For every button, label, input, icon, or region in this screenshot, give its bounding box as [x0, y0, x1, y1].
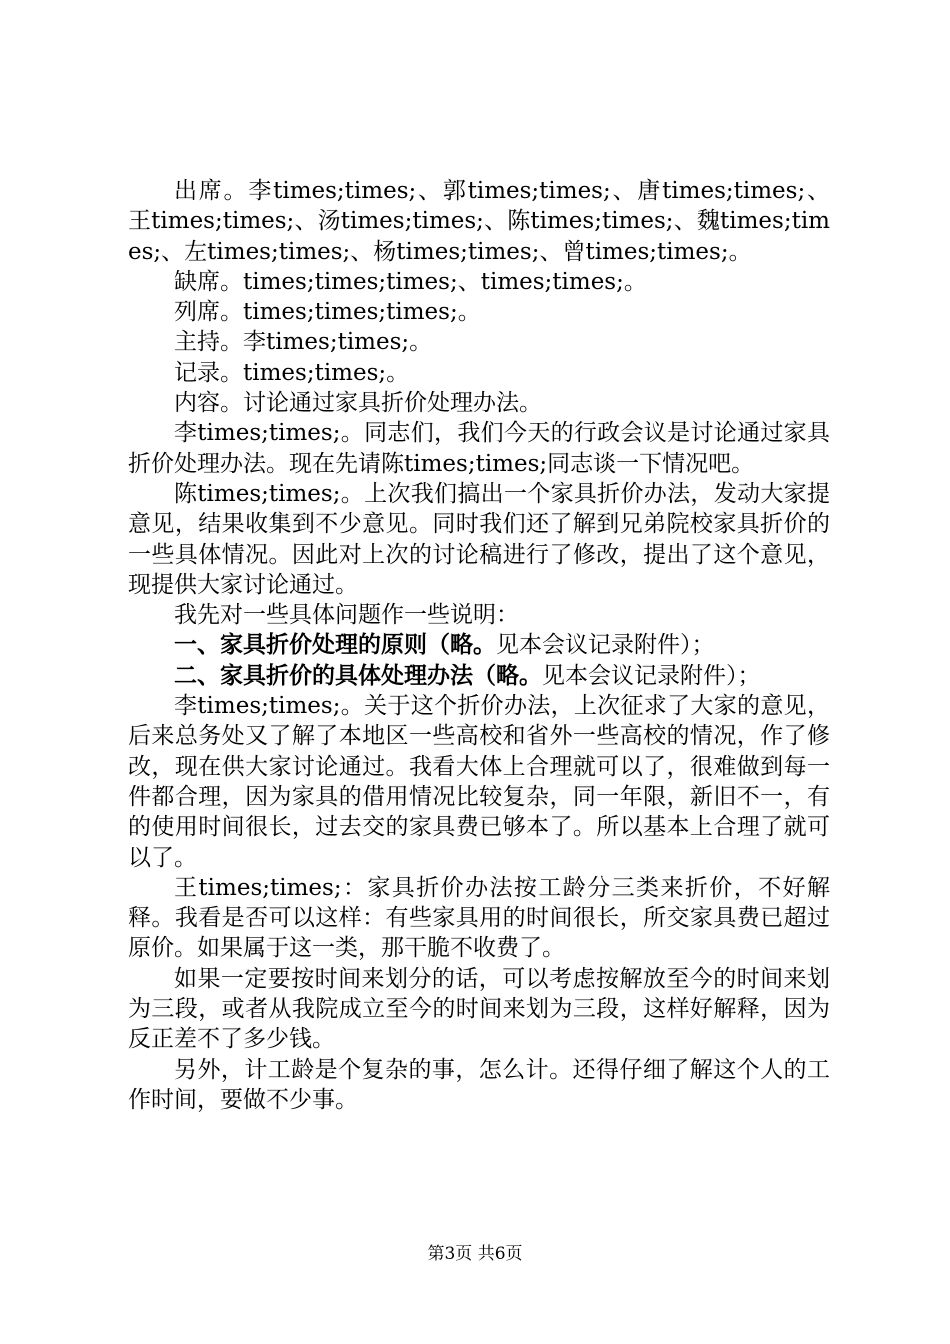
principle-1-heading: 一、家具折价处理的原则（略。: [174, 631, 496, 659]
chair-paragraph: 主持。李times;times;。: [174, 329, 433, 356]
time-division-paragraph: 如果一定要按时间来划分的话，可以考虑按解放至今的时间来划为三段，或者从我院成立至今的时间来划为三段，这样好解释，因为反正差不了多少钱。: [128, 965, 830, 1053]
principle-2-note: 见本会议记录附件）；: [542, 662, 761, 689]
chen-report-paragraph: 陈times;times;。上次我们搞出一个家具折价办法，发动大家提意见，结果收集到不少意见。同时我们还了解到兄弟院校家具折价的一些具体情况。因此对上次的讨论稿进行了修改，提出了这个意见，现提供大家讨论通过。: [128, 480, 830, 598]
observers-paragraph: 列席。times;times;times;。: [174, 299, 481, 326]
li-response-paragraph: 李times;times;。关于这个折价办法，上次征求了大家的意见，后来总务处又了解了本地区一些高校和省外一些高校的情况，作了修改，现在供大家讨论通过。我看大体上合理就可以了，很难做到每一件都合理，因为家具的借用情况比较复杂，同一年限，新旧不一，有的使用时间很长，过去交的家具费已够本了。所以基本上合理了就可以了。: [128, 693, 830, 871]
page-indicator: 第3页 共6页: [427, 1244, 523, 1264]
absent-paragraph: 缺席。times;times;times;、times;times;。: [174, 268, 647, 295]
seniority-paragraph: 另外，计工龄是个复杂的事，怎么计。还得仔细了解这个人的工作时间，要做不少事。: [128, 1056, 830, 1113]
principle-1-note: 见本会议记录附件）；: [496, 632, 715, 659]
opening-remarks-paragraph: 李times;times;。同志们，我们今天的行政会议是讨论通过家具折价处理办法。现在先请陈times;times;同志谈一下情况吧。: [128, 420, 830, 477]
principle-2-item: [128, 661, 830, 691]
recorder-paragraph: 记录。times;times;。: [174, 359, 410, 386]
attendance-paragraph: 出席。李times;times;、郭times;times;、唐times;times;、王times;times;、汤times;times;、陈times;times;、魏times;times;、左times;times;、杨times;times;、曾times;times;。: [128, 178, 830, 265]
principle-2-heading: 二、家具折价的具体处理办法（略。: [174, 661, 542, 689]
agenda-paragraph: 内容。讨论通过家具折价处理办法。: [174, 390, 542, 417]
document-body: [128, 176, 830, 1115]
principle-1-item: [128, 630, 830, 660]
page-footer: [0, 1243, 950, 1265]
wang-comment-paragraph: 王times;times;：家具折价办法按工龄分三类来折价，不好解释。我看是否可以这样：有些家具用的时间很长，所交家具费已超过原价。如果属于这一类，那干脆不收费了。: [128, 874, 830, 962]
explanation-intro-paragraph: 我先对一些具体问题作一些说明：: [174, 602, 519, 629]
